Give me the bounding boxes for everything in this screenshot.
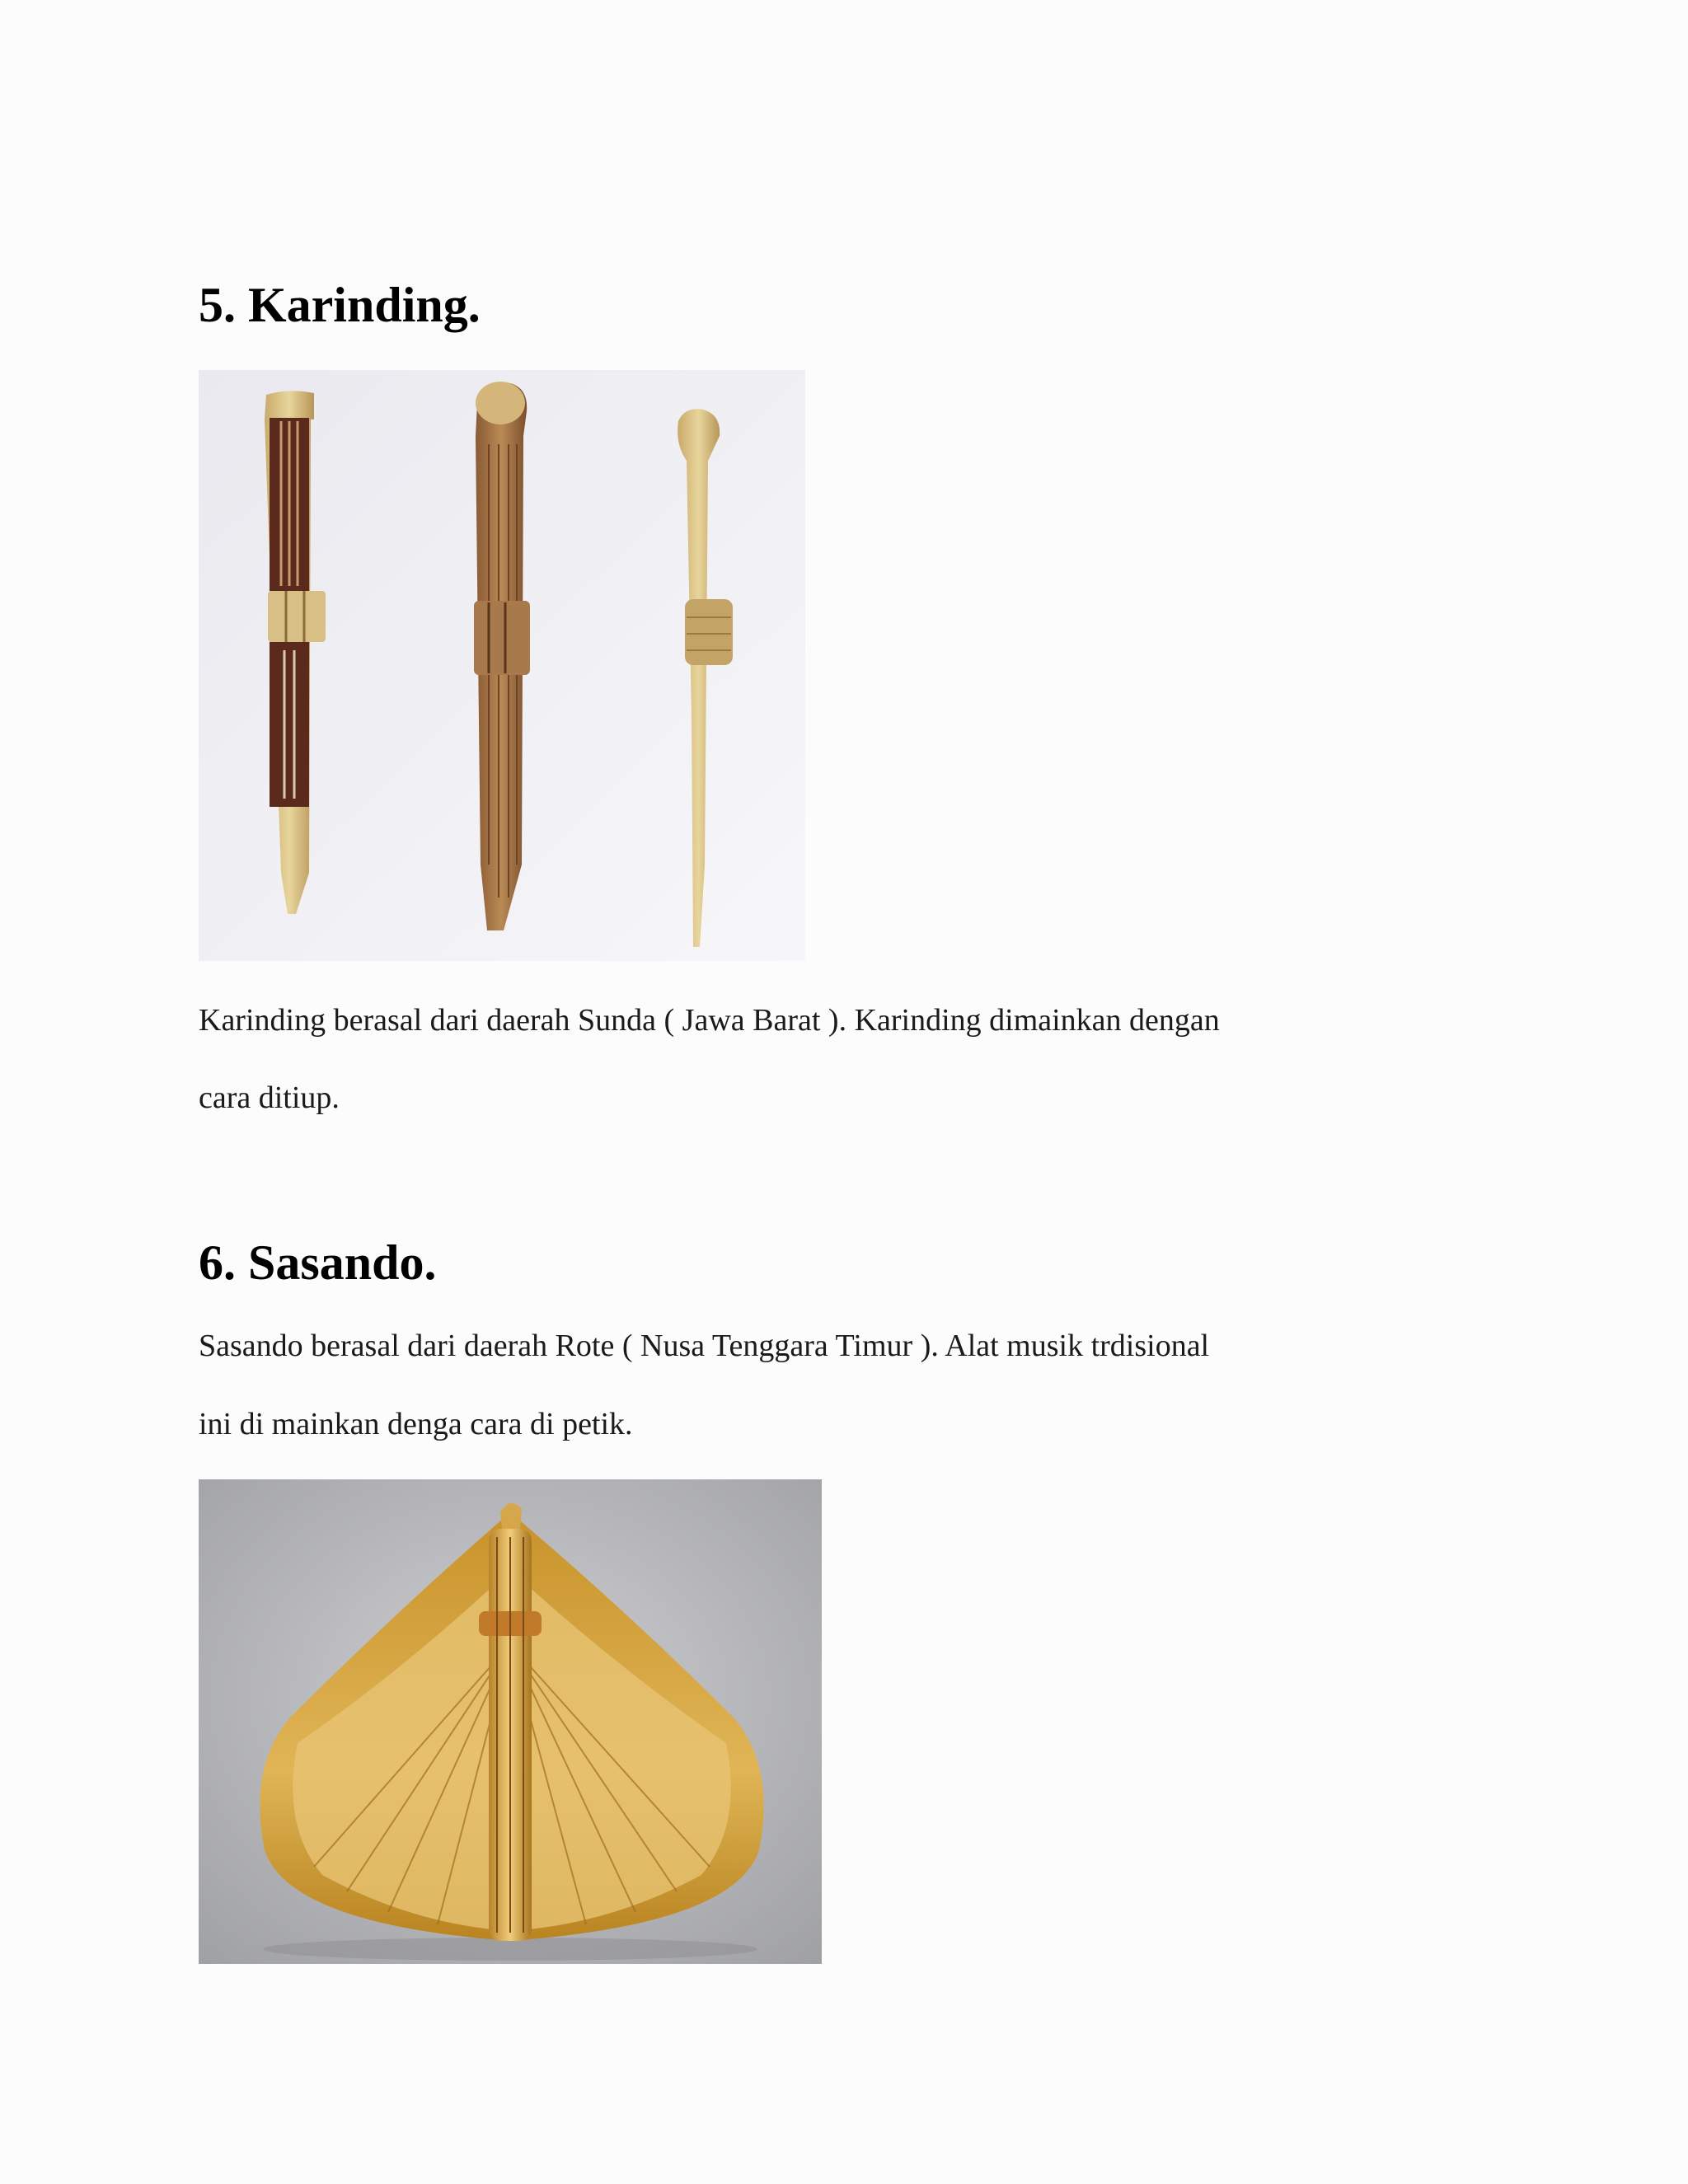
karinding-photo bbox=[199, 370, 805, 961]
karinding-description-line-2: cara ditiup. bbox=[199, 1080, 340, 1115]
heading-karinding: 5. Karinding. bbox=[199, 278, 481, 332]
karinding-description-line-1: Karinding berasal dari daerah Sunda ( Jawa Barat ). Karinding dimainkan dengan bbox=[199, 1003, 1220, 1038]
sasando-photo bbox=[199, 1479, 822, 1964]
sasando-description-line-2: ini di mainkan denga cara di petik. bbox=[199, 1407, 633, 1441]
heading-sasando: 6. Sasando. bbox=[199, 1235, 437, 1290]
sasando-description-line-1: Sasando berasal dari daerah Rote ( Nusa Tenggara Timur ). Alat musik trdisional bbox=[199, 1329, 1210, 1363]
